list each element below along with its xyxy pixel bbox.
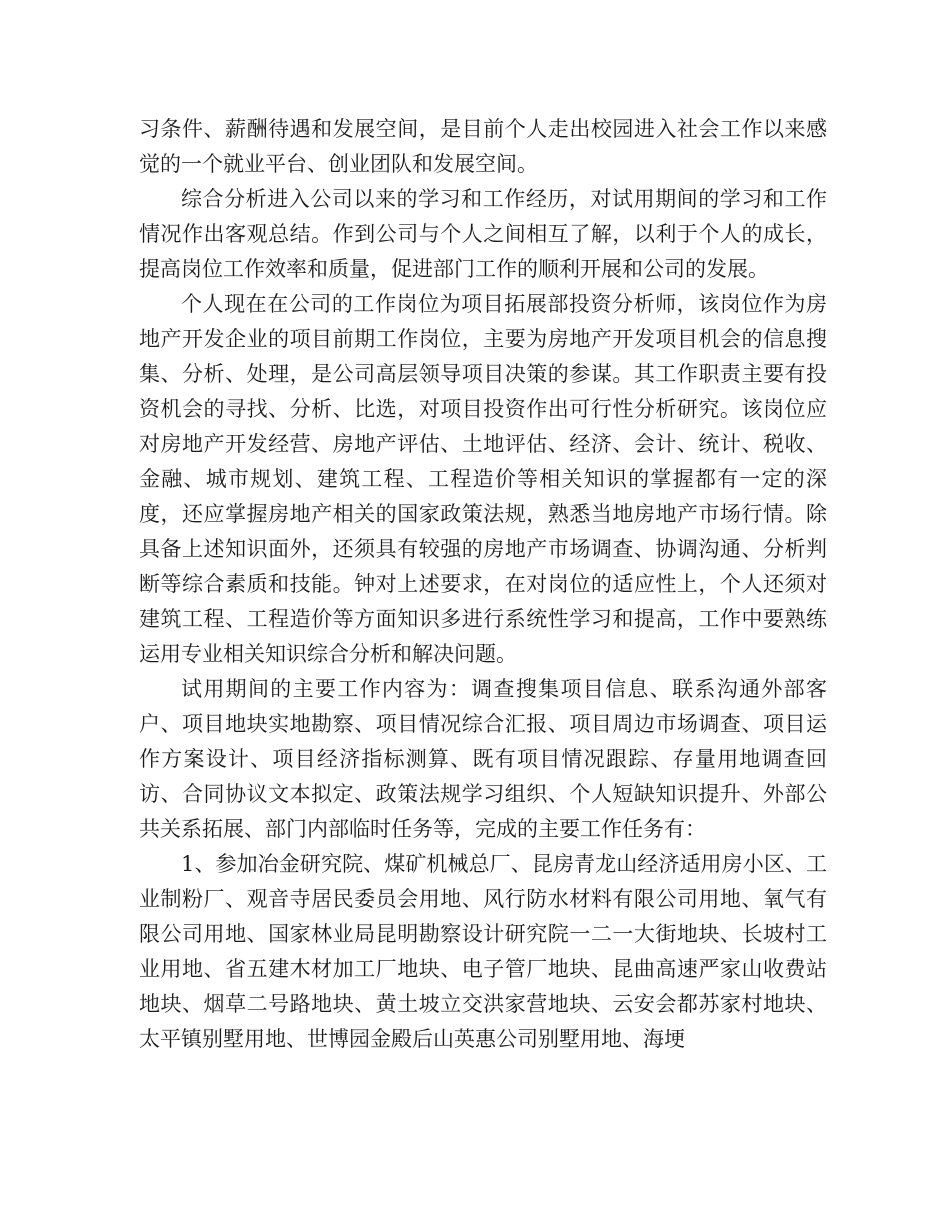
paragraph-summary-intro: 综合分析进入公司以来的学习和工作经历，对试用期间的学习和工作情况作出客观总结。作到公司与个人之间相互了解，以利于个人的成长，提高岗位工作效率和质量，促进部门工作的顺利开展和公司的发展。 <box>139 187 827 281</box>
paragraph-continuation: 习条件、薪酬待遇和发展空间，是目前个人走出校园进入社会工作以来感觉的一个就业平台、创业团队和发展空间。 <box>139 117 827 176</box>
paragraph-task-list-1: 1、参加冶金研究院、煤矿机械总厂、昆房青龙山经济适用房小区、工业制粉厂、观音寺居民委员会用地、风行防水材料有限公司用地、氧气有限公司用地、国家林业局昆明勘察设计研究院一二一大街地块、长坡村工业用地、省五建木材加工厂地块、电子管厂地块、昆曲高速严家山收费站地块、烟草二号路地块、黄土坡立交洪家营地块、云安会都苏家村地块、太平镇别墅用地、世博园金殿后山英惠公司别墅用地、海埂 <box>139 852 827 1051</box>
paragraph-job-position: 个人现在在公司的工作岗位为项目拓展部投资分析师，该岗位作为房地产开发企业的项目前期工作岗位，主要为房地产开发项目机会的信息搜集、分析、处理，是公司高层领导项目决策的参谋。其工作职责主要有投资机会的寻找、分析、比选，对项目投资作出可行性分析研究。该岗位应对房地产开发经营、房地产评估、土地评估、经济、会计、统计、税收、金融、城市规划、建筑工程、工程造价等相关知识的掌握都有一定的深度，还应掌握房地产相关的国家政策法规，熟悉当地房地产市场行情。除具备上述知识面外，还须具有较强的房地产市场调查、协调沟通、分析判断等综合素质和技能。钟对上述要求，在对岗位的适应性上，个人还须对建筑工程、工程造价等方面知识多进行系统性学习和提高，工作中要熟练运用专业相关知识综合分析和解决问题。 <box>139 292 827 666</box>
paragraph-main-work: 试用期间的主要工作内容为：调查搜集项目信息、联系沟通外部客户、项目地块实地勘察、项目情况综合汇报、项目周边市场调查、项目运作方案设计、项目经济指标测算、既有项目情况跟踪、存量用地调查回访、合同协议文本拟定、政策法规学习组织、个人短缺知识提升、外部公共关系拓展、部门内部临时任务等，完成的主要工作任务有： <box>139 677 827 841</box>
document-body <box>139 112 827 1057</box>
